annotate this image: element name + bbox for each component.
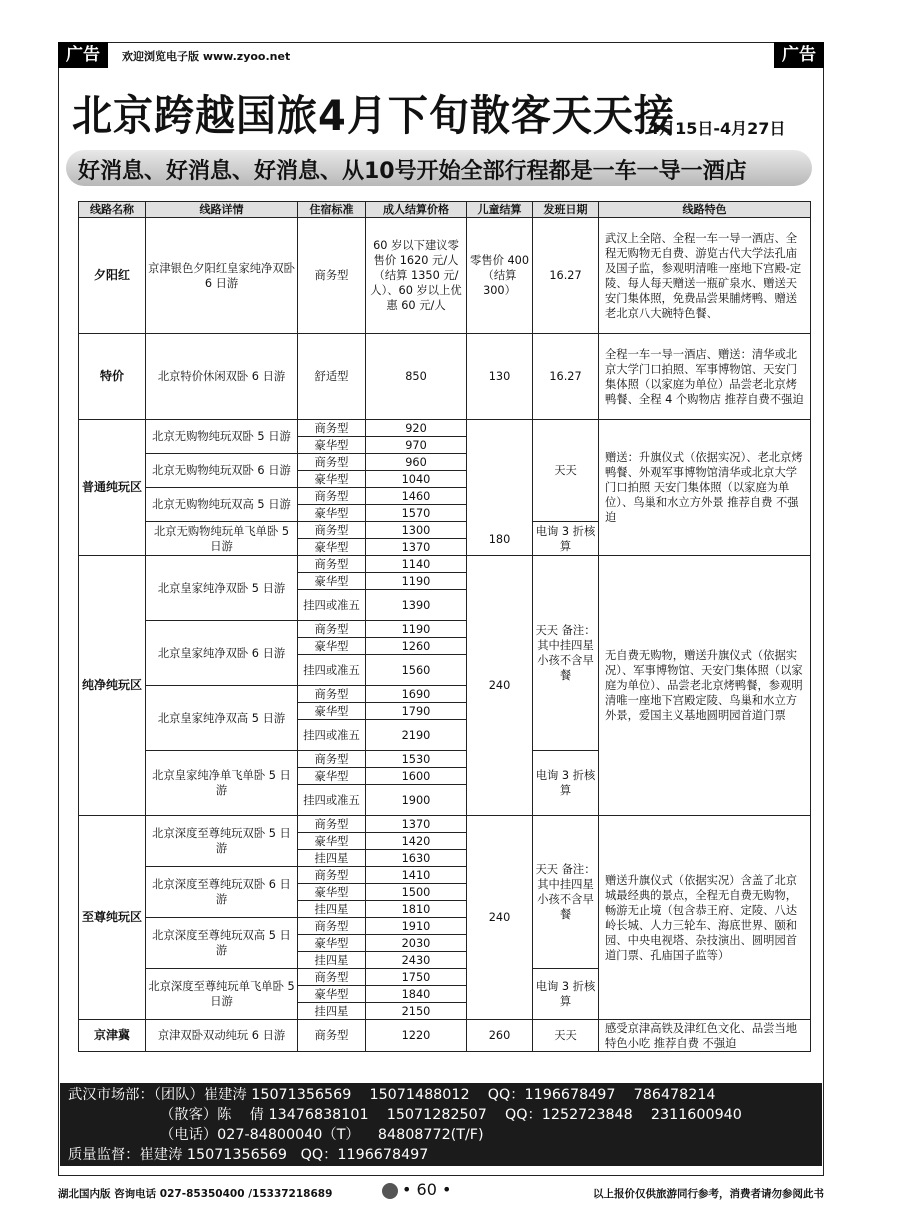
price-cell: 1500: [366, 884, 467, 901]
hotel-cell: 豪华型: [298, 437, 366, 454]
news-banner: [66, 150, 812, 186]
child-price-cell: 180: [467, 420, 533, 556]
hotel-cell: 商务型: [298, 816, 366, 833]
route-cell: 北京深度至尊纯玩双卧 5 日游: [146, 816, 298, 867]
footer-right: 以上报价仅供旅游同行参考，消费者请勿参阅此书: [593, 1188, 824, 1200]
table-row: [79, 1020, 811, 1052]
route-cell: 北京皇家纯净单飞单卧 5 日游: [146, 751, 298, 816]
price-cell: 1370: [366, 816, 467, 833]
ad-tag-left: 广告: [58, 42, 108, 68]
price-cell: 1190: [366, 621, 467, 638]
hotel-cell: 豪华型: [298, 505, 366, 522]
child-price-cell: 240: [467, 816, 533, 1020]
hotel-cell: 挂四星: [298, 850, 366, 867]
date-cell: 16.27: [533, 218, 599, 334]
category-cell: 普通纯玩区: [79, 420, 146, 556]
header-cell: 线路特色: [599, 202, 811, 218]
route-cell: 北京无购物纯玩双卧 5 日游: [146, 420, 298, 454]
hotel-cell: 挂四或准五: [298, 655, 366, 686]
price-cell: 920: [366, 420, 467, 437]
price-cell: 1370: [366, 539, 467, 556]
feature-cell: 全程一车一导一酒店、赠送：清华或北京大学门口拍照、军事博物馆、天安门集体照（以家庭为单位）品尝老北京烤鸭餐、全程 4 个购物店 推荐自费不强迫: [599, 334, 811, 420]
category-cell: 特价: [79, 334, 146, 420]
date-cell: 天天: [533, 420, 599, 522]
price-cell: 1140: [366, 556, 467, 573]
route-cell: 北京无购物纯玩双高 5 日游: [146, 488, 298, 522]
price-cell: 1900: [366, 785, 467, 816]
price-cell: 60 岁以下建议零售价 1620 元/人（结算 1350 元/人）、60 岁以上优惠 60 元/人: [366, 218, 467, 334]
price-cell: 2030: [366, 935, 467, 952]
hotel-cell: 商务型: [298, 454, 366, 471]
price-cell: 1420: [366, 833, 467, 850]
hotel-cell: 商务型: [298, 420, 366, 437]
child-price-cell: 零售价 400（结算 300）: [467, 218, 533, 334]
hotel-cell: 商务型: [298, 522, 366, 539]
contact-line-phone: （电话）027-84800040（T） 84808772(T/F): [160, 1127, 484, 1143]
hotel-cell: 豪华型: [298, 703, 366, 720]
date-cell: 电询 3 折核算: [533, 751, 599, 816]
top-bar: [58, 42, 824, 68]
table-row: [79, 218, 811, 334]
contact-box: [60, 1083, 822, 1166]
price-cell: 1910: [366, 918, 467, 935]
route-cell: 京津银色夕阳红皇家纯净双卧 6 日游: [146, 218, 298, 334]
ad-tag-right: 广告: [774, 42, 824, 68]
child-price-cell: 130: [467, 334, 533, 420]
banner-text: 好消息、好消息、好消息、从10号开始全部行程都是一车一导一酒店: [78, 159, 747, 184]
category-cell: 至尊纯玩区: [79, 816, 146, 1020]
hotel-cell: 挂四或准五: [298, 590, 366, 621]
page-footer: [58, 1180, 824, 1202]
price-cell: 1570: [366, 505, 467, 522]
feature-cell: 无自费无购物，赠送升旗仪式（依据实况）、军事博物馆、天安门集体照（以家庭为单位）、品尝老北京烤鸭餐，参观明清唯一座地下宫殿定陵、鸟巢和水立方外景，爱国主义基地圆明园首道门票: [599, 556, 811, 816]
table-row: [79, 334, 811, 420]
hotel-cell: 豪华型: [298, 768, 366, 785]
hotel-cell: 商务型: [298, 488, 366, 505]
hotel-cell: 豪华型: [298, 573, 366, 590]
hotel-cell: 挂四星: [298, 1003, 366, 1020]
price-cell: 1530: [366, 751, 467, 768]
hotel-cell: 商务型: [298, 751, 366, 768]
date-cell: 天天: [533, 1020, 599, 1052]
header-cell: 线路名称: [79, 202, 146, 218]
hotel-cell: 商务型: [298, 969, 366, 986]
hotel-cell: 挂四星: [298, 952, 366, 969]
price-cell: 1190: [366, 573, 467, 590]
header-cell: 发班日期: [533, 202, 599, 218]
header-cell: 线路详情: [146, 202, 298, 218]
price-cell: 850: [366, 334, 467, 420]
price-cell: 960: [366, 454, 467, 471]
price-cell: 1600: [366, 768, 467, 785]
category-cell: 纯净纯玩区: [79, 556, 146, 816]
date-cell: 16.27: [533, 334, 599, 420]
date-cell: 天天 备注：其中挂四星小孩不含早餐: [533, 556, 599, 751]
page-number: [382, 1180, 451, 1199]
table-row: [79, 556, 811, 573]
price-cell: 1410: [366, 867, 467, 884]
price-cell: 1810: [366, 901, 467, 918]
route-cell: 北京无购物纯玩双卧 6 日游: [146, 454, 298, 488]
route-cell: 北京皇家纯净双卧 6 日游: [146, 621, 298, 686]
route-cell: 北京无购物纯玩单飞单卧 5 日游: [146, 522, 298, 556]
price-cell: 1790: [366, 703, 467, 720]
price-cell: 1560: [366, 655, 467, 686]
hotel-cell: 挂四或准五: [298, 785, 366, 816]
category-cell: 夕阳红: [79, 218, 146, 334]
table-row: [79, 816, 811, 833]
hotel-cell: 商务型: [298, 1020, 366, 1052]
date-cell: 电询 3 折核算: [533, 969, 599, 1020]
category-cell: 京津冀: [79, 1020, 146, 1052]
hotel-cell: 商务型: [298, 218, 366, 334]
price-cell: 1040: [366, 471, 467, 488]
header-cell: 儿童结算: [467, 202, 533, 218]
hotel-cell: 舒适型: [298, 334, 366, 420]
hotel-cell: 挂四或准五: [298, 720, 366, 751]
table-row: [79, 420, 811, 437]
page-number-text: • 60 •: [402, 1180, 452, 1199]
feature-cell: 感受京津高铁及津红色文化、品尝当地特色小吃 推荐自费 不强迫: [599, 1020, 811, 1052]
table-header-row: [79, 202, 811, 218]
hotel-cell: 挂四星: [298, 901, 366, 918]
hotel-cell: 豪华型: [298, 884, 366, 901]
price-cell: 1690: [366, 686, 467, 703]
price-cell: 1260: [366, 638, 467, 655]
child-price-cell: 260: [467, 1020, 533, 1052]
website-note: 欢迎浏览电子版 www.zyoo.net: [122, 50, 291, 63]
route-cell: 北京深度至尊纯玩单飞单卧 5 日游: [146, 969, 298, 1020]
route-cell: 京津双卧双动纯玩 6 日游: [146, 1020, 298, 1052]
contact-line-quality: 质量监督：崔建涛 15071356569 QQ：1196678497: [68, 1147, 429, 1163]
route-cell: 北京特价休闲双卧 6 日游: [146, 334, 298, 420]
route-cell: 北京皇家纯净双高 5 日游: [146, 686, 298, 751]
hotel-cell: 商务型: [298, 556, 366, 573]
hotel-cell: 商务型: [298, 918, 366, 935]
hotel-cell: 豪华型: [298, 833, 366, 850]
price-cell: 1390: [366, 590, 467, 621]
price-cell: 2190: [366, 720, 467, 751]
price-table: [78, 201, 811, 1052]
hotel-cell: 豪华型: [298, 935, 366, 952]
price-cell: 1840: [366, 986, 467, 1003]
price-cell: 970: [366, 437, 467, 454]
contact-line-team: 武汉市场部：（团队）崔建涛 15071356569 15071488012 QQ：1196678497 786478214: [68, 1087, 716, 1103]
route-cell: 北京深度至尊纯玩双高 5 日游: [146, 918, 298, 969]
hotel-cell: 商务型: [298, 621, 366, 638]
price-cell: 1300: [366, 522, 467, 539]
date-range: 4月15日-4月27日: [648, 119, 786, 138]
price-cell: 1460: [366, 488, 467, 505]
child-price-cell: 240: [467, 556, 533, 816]
hotel-cell: 豪华型: [298, 986, 366, 1003]
price-cell: 1630: [366, 850, 467, 867]
header-cell: 成人结算价格: [366, 202, 467, 218]
feature-cell: 武汉上全陪、全程一车一导一酒店、全程无购物无自费、游览古代大学法孔庙及国子监，参观明清唯一座地下宫殿-定陵、每人每天赠送一瓶矿泉水、赠送天安门集体照，免费品尝果脯烤鸭、赠送老北京八大碗特色餐、: [599, 218, 811, 334]
hotel-cell: 豪华型: [298, 539, 366, 556]
price-cell: 2150: [366, 1003, 467, 1020]
price-cell: 2430: [366, 952, 467, 969]
route-cell: 北京皇家纯净双卧 5 日游: [146, 556, 298, 621]
publication-logo-icon: [382, 1183, 398, 1199]
price-cell: 1750: [366, 969, 467, 986]
hotel-cell: 商务型: [298, 686, 366, 703]
feature-cell: 赠送：升旗仪式（依据实况）、老北京烤鸭餐、外观军事博物馆清华或北京大学门口拍照 天安门集体照（以家庭为单位）、鸟巢和水立方外景 推荐自费 不强迫: [599, 420, 811, 556]
contact-line-individual: （散客）陈 倩 13476838101 15071282507 QQ：1252723848 2311600940: [160, 1107, 742, 1123]
route-cell: 北京深度至尊纯玩双卧 6 日游: [146, 867, 298, 918]
price-cell: 1220: [366, 1020, 467, 1052]
page-title: 北京跨越国旅4月下旬散客天天接: [72, 92, 675, 141]
footer-left: 湖北国内版 咨询电话 027-85350400 /15337218689: [58, 1188, 333, 1200]
hotel-cell: 豪华型: [298, 638, 366, 655]
date-cell: 天天 备注：其中挂四星小孩不含早餐: [533, 816, 599, 969]
header-cell: 住宿标准: [298, 202, 366, 218]
hotel-cell: 豪华型: [298, 471, 366, 488]
hotel-cell: 商务型: [298, 867, 366, 884]
feature-cell: 赠送升旗仪式（依据实况）含盖了北京城最经典的景点，全程无自费无购物，畅游无止境（包含恭王府、定陵、八达岭长城、人力三轮车、海底世界、颐和园、中央电视塔、杂技演出、圆明园首道门票、孔庙国子监等）: [599, 816, 811, 1020]
date-cell: 电询 3 折核算: [533, 522, 599, 556]
